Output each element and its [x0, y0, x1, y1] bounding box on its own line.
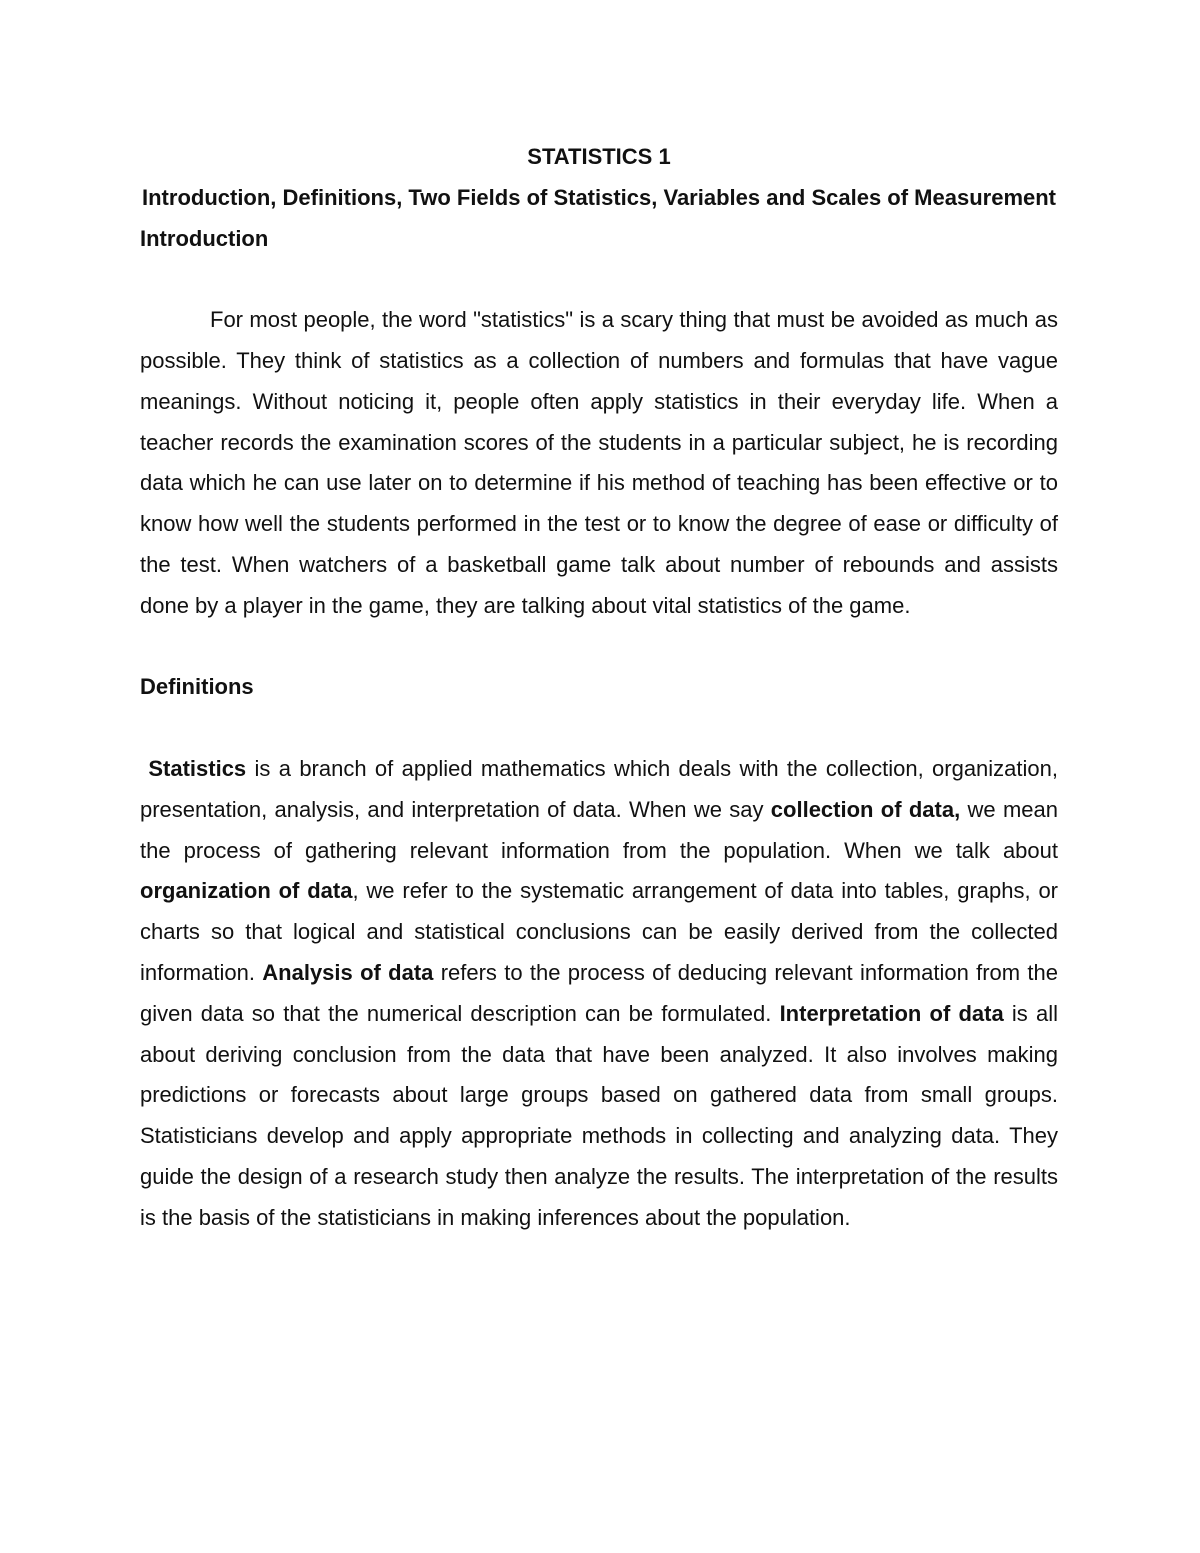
- definitions-text: is a branch of applied mathematics which deals with the collection, organization, presentation, analysis, and interpretation of data. When we say: [140, 755, 1058, 822]
- spacer: [140, 259, 1058, 300]
- definitions-text: we mean the process of gathering relevant information from the population. When we talk about: [140, 796, 1058, 863]
- term-collection-of-data: collection of data,: [770, 796, 961, 822]
- term-analysis-of-data: Analysis of data: [262, 959, 434, 985]
- spacer: [140, 708, 1058, 749]
- definitions-text: refers to the process of deducing relevant information from the given data so that the numerical description can be formulated.: [140, 959, 1059, 1026]
- page-content: [140, 137, 1058, 1239]
- definitions-text: , we refer to the systematic arrangement of data into tables, graphs, or charts so that logical and statistical conclusions can be easily derived from the collected information.: [140, 878, 1059, 985]
- introduction-heading: Introduction: [140, 225, 269, 251]
- term-interpretation-of-data: Interpretation of data: [779, 1000, 1004, 1026]
- document-subtitle: Introduction, Definitions, Two Fields of Statistics, Variables and Scales of Measurement: [142, 184, 1056, 210]
- term-organization-of-data: organization of data: [140, 878, 353, 904]
- term-statistics: Statistics: [148, 755, 247, 781]
- introduction-paragraph: For most people, the word "statistics" is a scary thing that must be avoided as much as possible. They think of statistics as a collection of numbers and formulas that have vague meanings. Without noticing it, people often apply statistics in their everyday life. When a teacher records the examination scores of the students in a particular subject, he is recording data which he can use later on to determine if his method of teaching has been effective or to know how well the students performed in the test or to know the degree of ease or difficulty of the test. When watchers of a basketball game talk about number of rebounds and assists done by a player in the game, they are talking about vital statistics of the game.: [140, 307, 1058, 618]
- definitions-heading: Definitions: [140, 674, 254, 700]
- document-title: STATISTICS 1: [527, 144, 671, 169]
- definitions-text: is all about deriving conclusion from the data that have been analyzed. It also involves making predictions or forecasts about large groups based on gathered data from small groups. Statisticians develop and apply appropriate methods in collecting and analyzing data. They guide the design of a research study then analyze the results. The interpretation of the results is the basis of the statisticians in making inferences about the population.: [140, 1000, 1059, 1230]
- definitions-paragraph: [140, 749, 1058, 1239]
- spacer: [140, 627, 1058, 668]
